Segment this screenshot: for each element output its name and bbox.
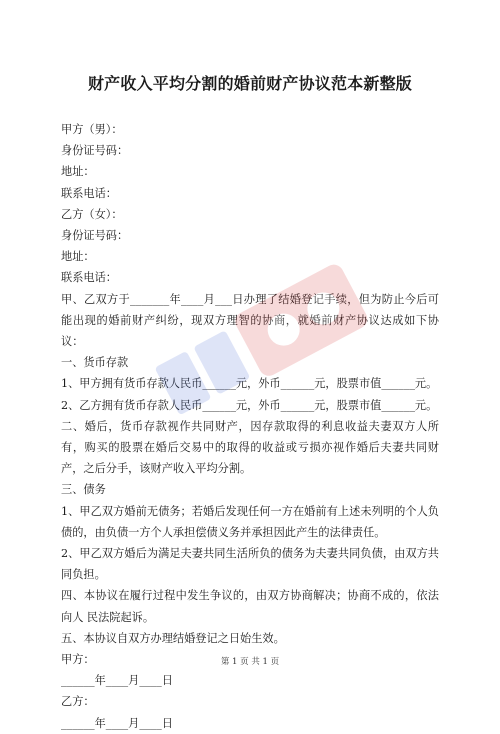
party-a-label: 甲方（男）： bbox=[61, 123, 123, 136]
section-heading-deposits: 一、货币存款 bbox=[61, 356, 129, 370]
document-body bbox=[61, 119, 439, 734]
deposit-clause-b: 2、乙方拥有货币存款人民币______元，外币______元，股票市值______元。 bbox=[61, 398, 438, 412]
document-title: 财产收入平均分割的婚前财产协议范本新整版 bbox=[87, 74, 412, 93]
party-a-phone-label: 联系电话： bbox=[61, 186, 117, 200]
section-heading-debts: 三、债务 bbox=[61, 483, 106, 497]
party-b-address-label: 地址： bbox=[61, 250, 95, 264]
party-a-address-label: 地址： bbox=[61, 165, 95, 179]
dispute-clause: 四、本协议在履行过程中发生争议的，由双方协商解决；协商不成的，依法向人 民法院起诉。 bbox=[61, 589, 439, 624]
party-a-id-label: 身份证号码： bbox=[61, 144, 129, 158]
party-b-id-label: 身份证号码： bbox=[61, 229, 129, 243]
signature-party-a: 甲方： bbox=[61, 653, 95, 667]
party-b-label: 乙方（女）： bbox=[61, 207, 123, 221]
deposit-clause-a: 1、甲方拥有货币存款人民币______元，外币______元，股票市值______元。 bbox=[61, 377, 438, 391]
signature-party-b: 乙方： bbox=[61, 695, 95, 709]
page-number: 第 1 页 共 1 页 bbox=[220, 657, 280, 667]
post-marriage-clause: 二、婚后，货币存款视作共同财产，因存款取得的利息收益夫妻双方人所有，购买的股票在婚后交易中的取得的收益或亏损亦视作婚后夫妻共同财产，之后分手，该财产收入平均分割。 bbox=[61, 419, 439, 476]
party-b-phone-label: 联系电话： bbox=[61, 271, 117, 285]
signature-date-b: ______年____月____日 bbox=[61, 716, 173, 730]
signature-date-a: ______年____月____日 bbox=[61, 674, 173, 688]
effective-clause: 五、本协议自双方办理结婚登记之日始生效。 bbox=[61, 631, 285, 645]
debt-clause-2: 2、甲乙双方婚后为满足夫妻共同生活所负的债务为夫妻共同负债，由双方共同负担。 bbox=[61, 547, 439, 582]
preamble-paragraph: 甲、乙双方于_______年____月___日办理了结婚登记手续，但为防止今后可能出现的婚前财产纠纷，现双方理智的协商，就婚前财产协议达成如下协议： bbox=[61, 292, 439, 349]
debt-clause-1: 1、甲乙双方婚前无债务；若婚后发现任何一方在婚前有上述未列明的个人负债的，由负债一方个人承担偿债义务并承担因此产生的法律责任。 bbox=[61, 504, 439, 539]
